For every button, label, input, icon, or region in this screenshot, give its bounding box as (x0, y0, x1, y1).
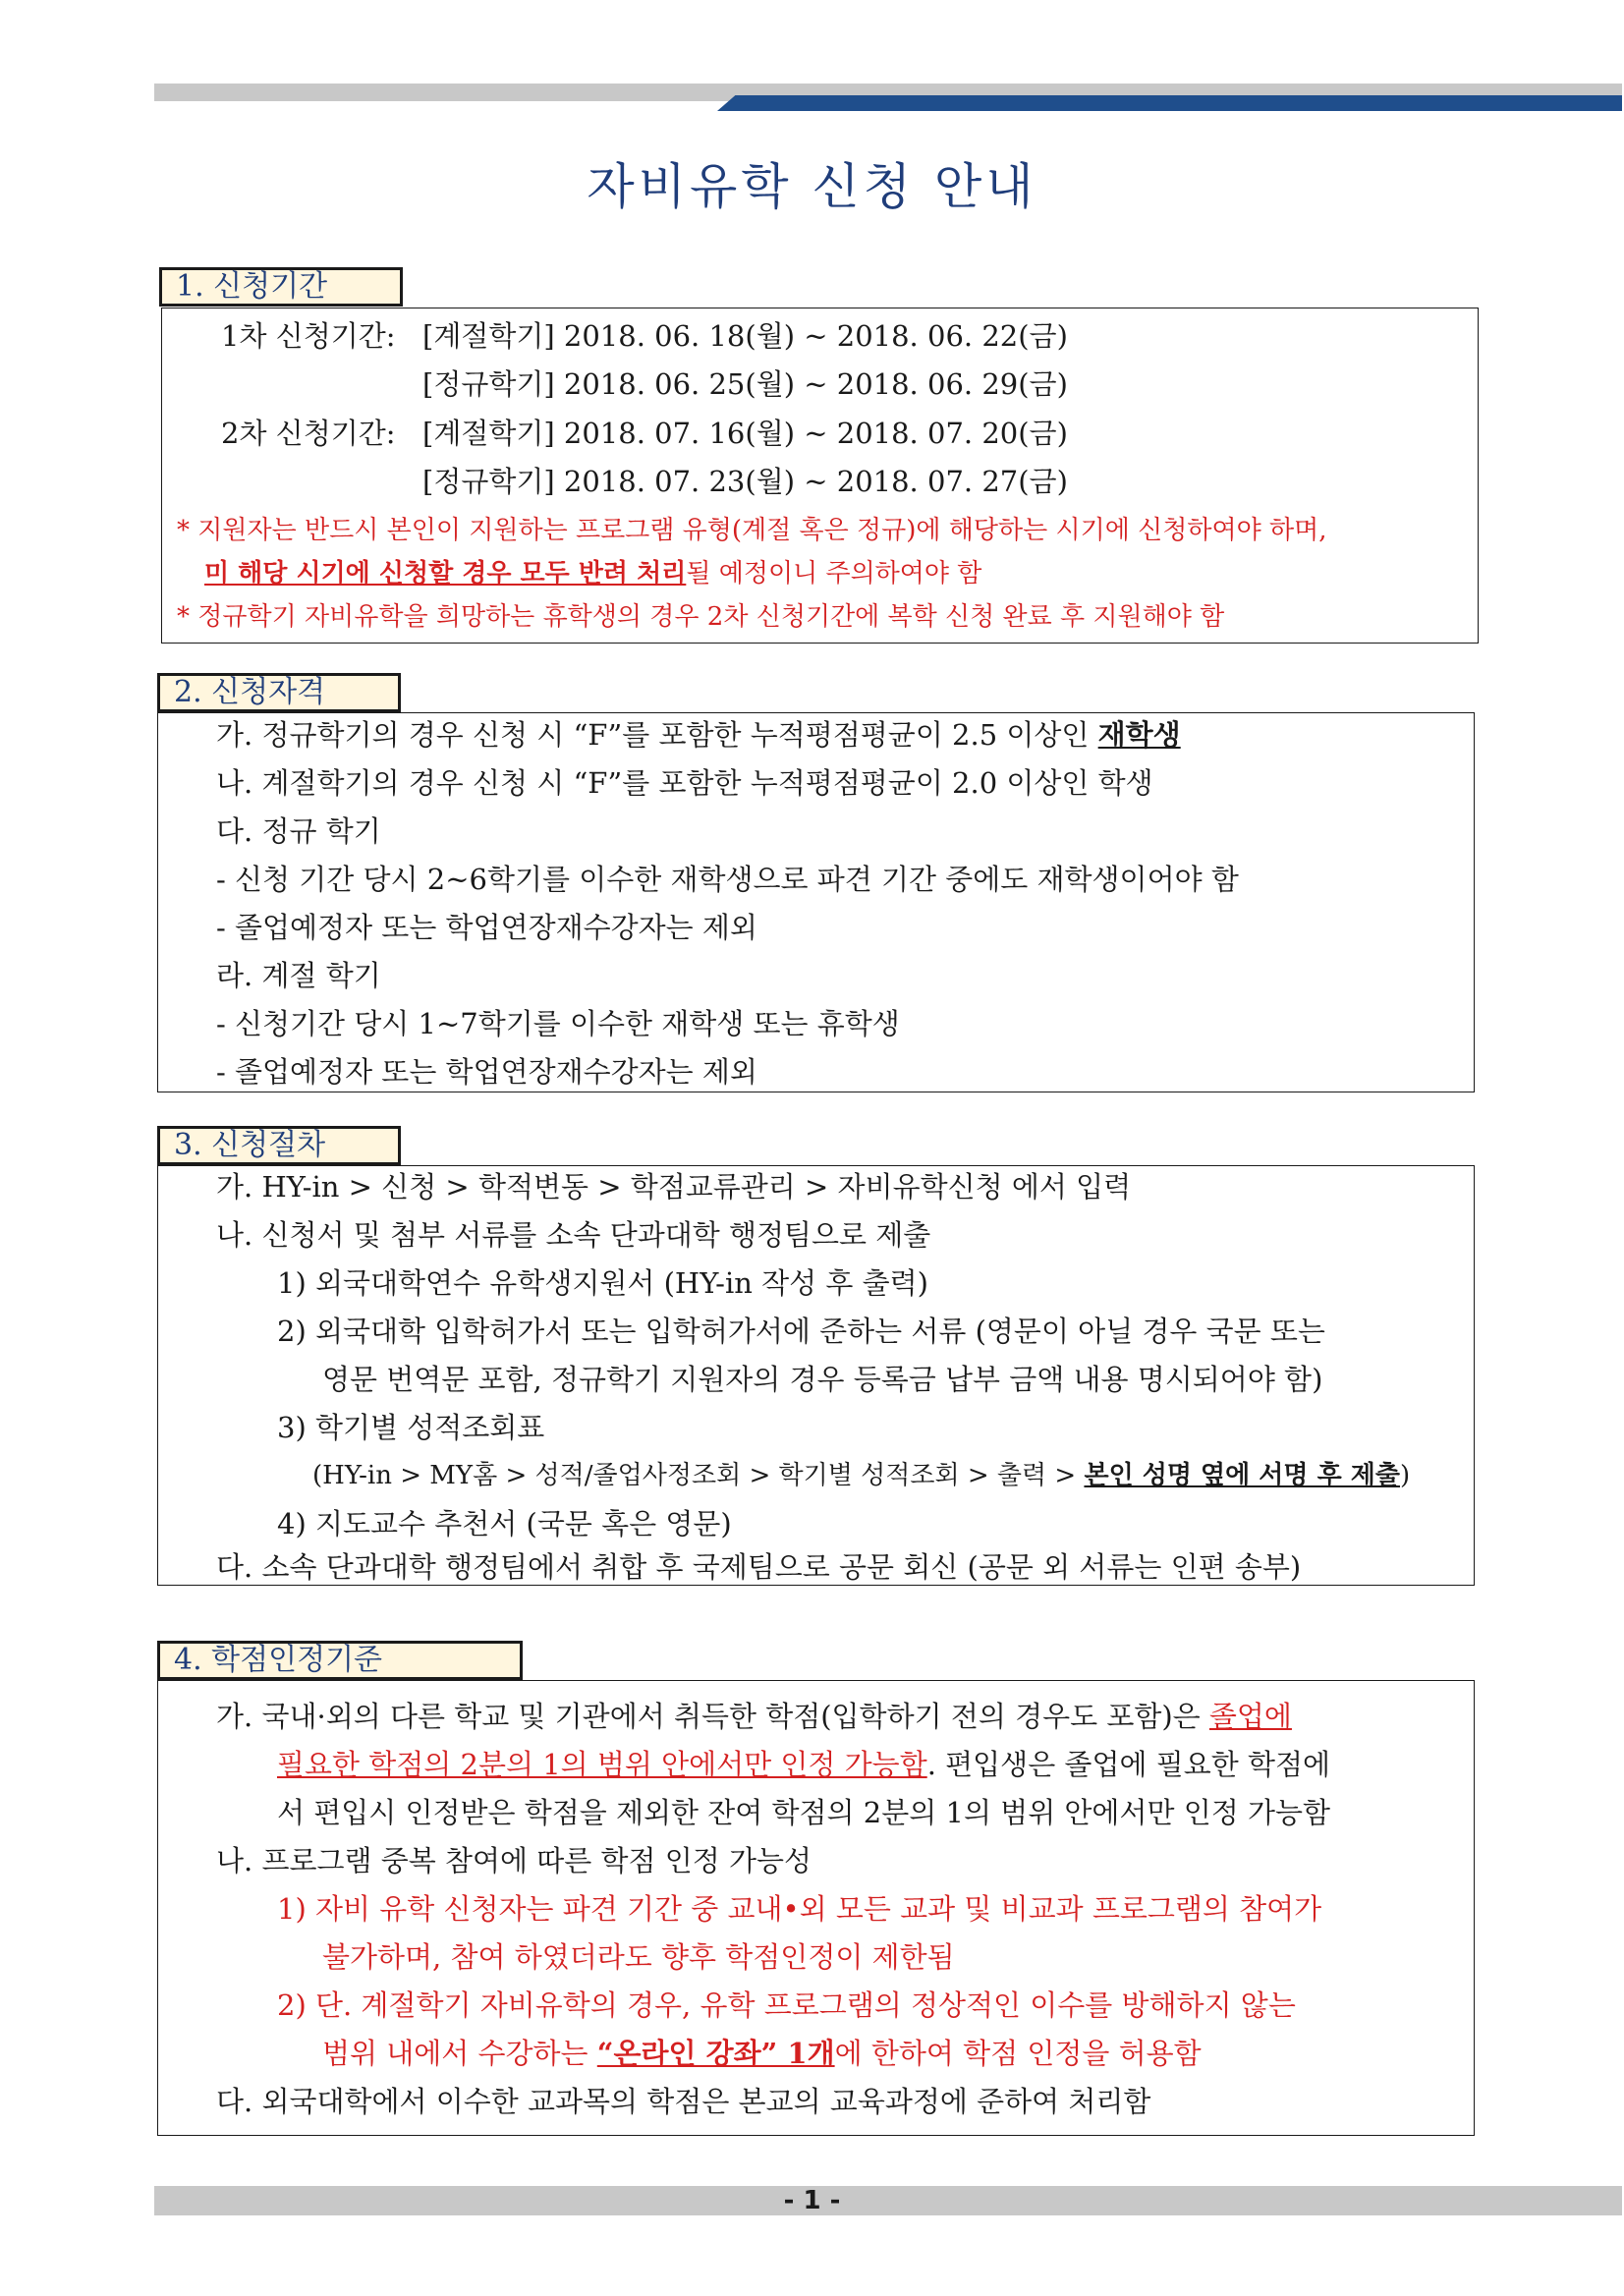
round2-winter-period: [계절학기] 2018. 07. 16(월) ~ 2018. 07. 20(금) (422, 417, 1068, 450)
header-bar-blue (717, 95, 1622, 111)
page-number: - 1 - (783, 2186, 841, 2215)
note-1: * 지원자는 반드시 본인이 지원하는 프로그램 유형(계절 혹은 정규)에 해당하는 시기에 신청하여야 하며, (177, 516, 1327, 545)
signature-instruction: 본인 성명 옆에 서명 후 제출 (1084, 1461, 1400, 1490)
sec2-line-5: - 졸업예정자 또는 학업연장재수강자는 제외 (216, 911, 757, 944)
round1-regular-period: [정규학기] 2018. 06. 25(월) ~ 2018. 06. 29(금) (422, 367, 1068, 401)
sec3-line-7 (312, 1456, 1410, 1495)
section-2-heading: 2. 신청자격 (157, 673, 401, 712)
section-3-heading: 3. 신청절차 (157, 1126, 401, 1165)
sec3-line-9: 다. 소속 단과대학 행정팀에서 취합 후 국제팀으로 공문 회신 (공문 외 서류는 인편 송부) (216, 1550, 1302, 1584)
sec4-line-8-rest: 에 한하여 학점 인정을 허용함 (834, 2037, 1202, 2070)
sec4-line-8 (322, 2034, 1202, 2073)
round1-winter-period: [계절학기] 2018. 06. 18(월) ~ 2018. 06. 22(금) (422, 319, 1068, 353)
sec3-line-7-close: ) (1400, 1461, 1411, 1490)
sec3-line-6: 3) 학기별 성적조회표 (277, 1411, 545, 1444)
sec3-line-4: 2) 외국대학 입학허가서 또는 입학허가서에 준하는 서류 (영문이 아닐 경우 국문 또는 (277, 1315, 1325, 1348)
sec4-line-6: 불가하며, 참여 하였더라도 향후 학점인정이 제한됨 (322, 1940, 955, 1974)
section-4-heading: 4. 학점인정기준 (157, 1641, 523, 1680)
sec2-line-2: 나. 계절학기의 경우 신청 시 “F”를 포함한 누적평점평균이 2.0 이상인 학생 (216, 766, 1153, 800)
sec4-line-2-text: . 편입생은 졸업에 필요한 학점에 (926, 1748, 1330, 1781)
sec3-line-2: 나. 신청서 및 첨부 서류를 소속 단과대학 행정팀으로 제출 (216, 1218, 931, 1252)
sec4-line-1-text: 가. 국내·외의 다른 학교 및 기관에서 취득한 학점(입학하기 전의 경우도 포함)은 (216, 1700, 1209, 1733)
credit-limit-emphasis: 졸업에 (1208, 1700, 1292, 1733)
note-2: * 정규학기 자비유학을 희망하는 휴학생의 경우 2차 신청기간에 복학 신청 완료 후 지원해야 함 (177, 602, 1225, 632)
note-1-emphasis: 미 해당 시기에 신청할 경우 모두 반려 처리 (204, 559, 687, 588)
sec4-line-9: 다. 외국대학에서 이수한 교과목의 학점은 본교의 교육과정에 준하여 처리함 (216, 2085, 1151, 2118)
page-title: 자비유학 신청 안내 (587, 158, 1037, 215)
sec2-line-1 (216, 715, 1181, 755)
round2-regular-period: [정규학기] 2018. 07. 23(월) ~ 2018. 07. 27(금) (422, 465, 1068, 498)
online-course-emphasis: “온라인 강좌” 1개 (596, 2037, 835, 2070)
note-1-rest: 될 예정이니 주의하여야 함 (686, 559, 982, 588)
sec4-line-3: 서 편입시 인정받은 학점을 제외한 잔여 학점의 2분의 1의 범위 안에서만 인정 가능함 (277, 1796, 1330, 1829)
section-1-heading: 1. 신청기간 (159, 267, 403, 307)
sec2-line-6: 라. 계절 학기 (216, 959, 381, 992)
sec2-line-7: - 신청기간 당시 1~7학기를 이수한 재학생 또는 휴학생 (216, 1007, 900, 1040)
sec3-line-3: 1) 외국대학연수 유학생지원서 (HY-in 작성 후 출력) (277, 1266, 928, 1300)
sec4-line-1 (216, 1697, 1292, 1736)
sec4-line-5: 1) 자비 유학 신청자는 파견 기간 중 교내•외 모든 교과 및 비교과 프로그램의 참여가 (277, 1892, 1322, 1926)
round1-label: 1차 신청기간: (221, 319, 396, 353)
sec4-line-4: 나. 프로그램 중복 참여에 따른 학점 인정 가능성 (216, 1844, 812, 1877)
note-1-continued (204, 554, 981, 593)
sec2-line-3: 다. 정규 학기 (216, 814, 381, 848)
sec4-line-8-text: 범위 내에서 수강하는 (322, 2037, 597, 2070)
round2-label: 2차 신청기간: (221, 417, 396, 450)
sec2-enrolled-emphasis: 재학생 (1097, 718, 1181, 752)
sec3-line-1: 가. HY-in > 신청 > 학적변동 > 학점교류관리 > 자비유학신청 에서 입력 (216, 1170, 1132, 1204)
sec4-line-7: 2) 단. 계절학기 자비유학의 경우, 유학 프로그램의 정상적인 이수를 방해하지 않는 (277, 1988, 1296, 2022)
sec3-line-5: 영문 번역문 포함, 정규학기 지원자의 경우 등록금 납부 금액 내용 명시되어야 함) (322, 1363, 1323, 1396)
sec3-line-7-text: (HY-in > MY홈 > 성적/졸업사정조회 > 학기별 성적조회 > 출력 > (312, 1461, 1085, 1490)
sec2-line-4: - 신청 기간 당시 2~6학기를 이수한 재학생으로 파견 기간 중에도 재학생이어야 함 (216, 863, 1239, 896)
sec2-line-8: - 졸업예정자 또는 학업연장재수강자는 제외 (216, 1055, 757, 1089)
sec2-line-1-text: 가. 정규학기의 경우 신청 시 “F”를 포함한 누적평점평균이 2.5 이상인 (216, 718, 1098, 752)
credit-limit-emphasis-continued: 필요한 학점의 2분의 1의 범위 안에서만 인정 가능함 (277, 1748, 927, 1781)
sec4-line-2 (277, 1745, 1330, 1784)
sec3-line-8: 4) 지도교수 추천서 (국문 혹은 영문) (277, 1507, 732, 1540)
